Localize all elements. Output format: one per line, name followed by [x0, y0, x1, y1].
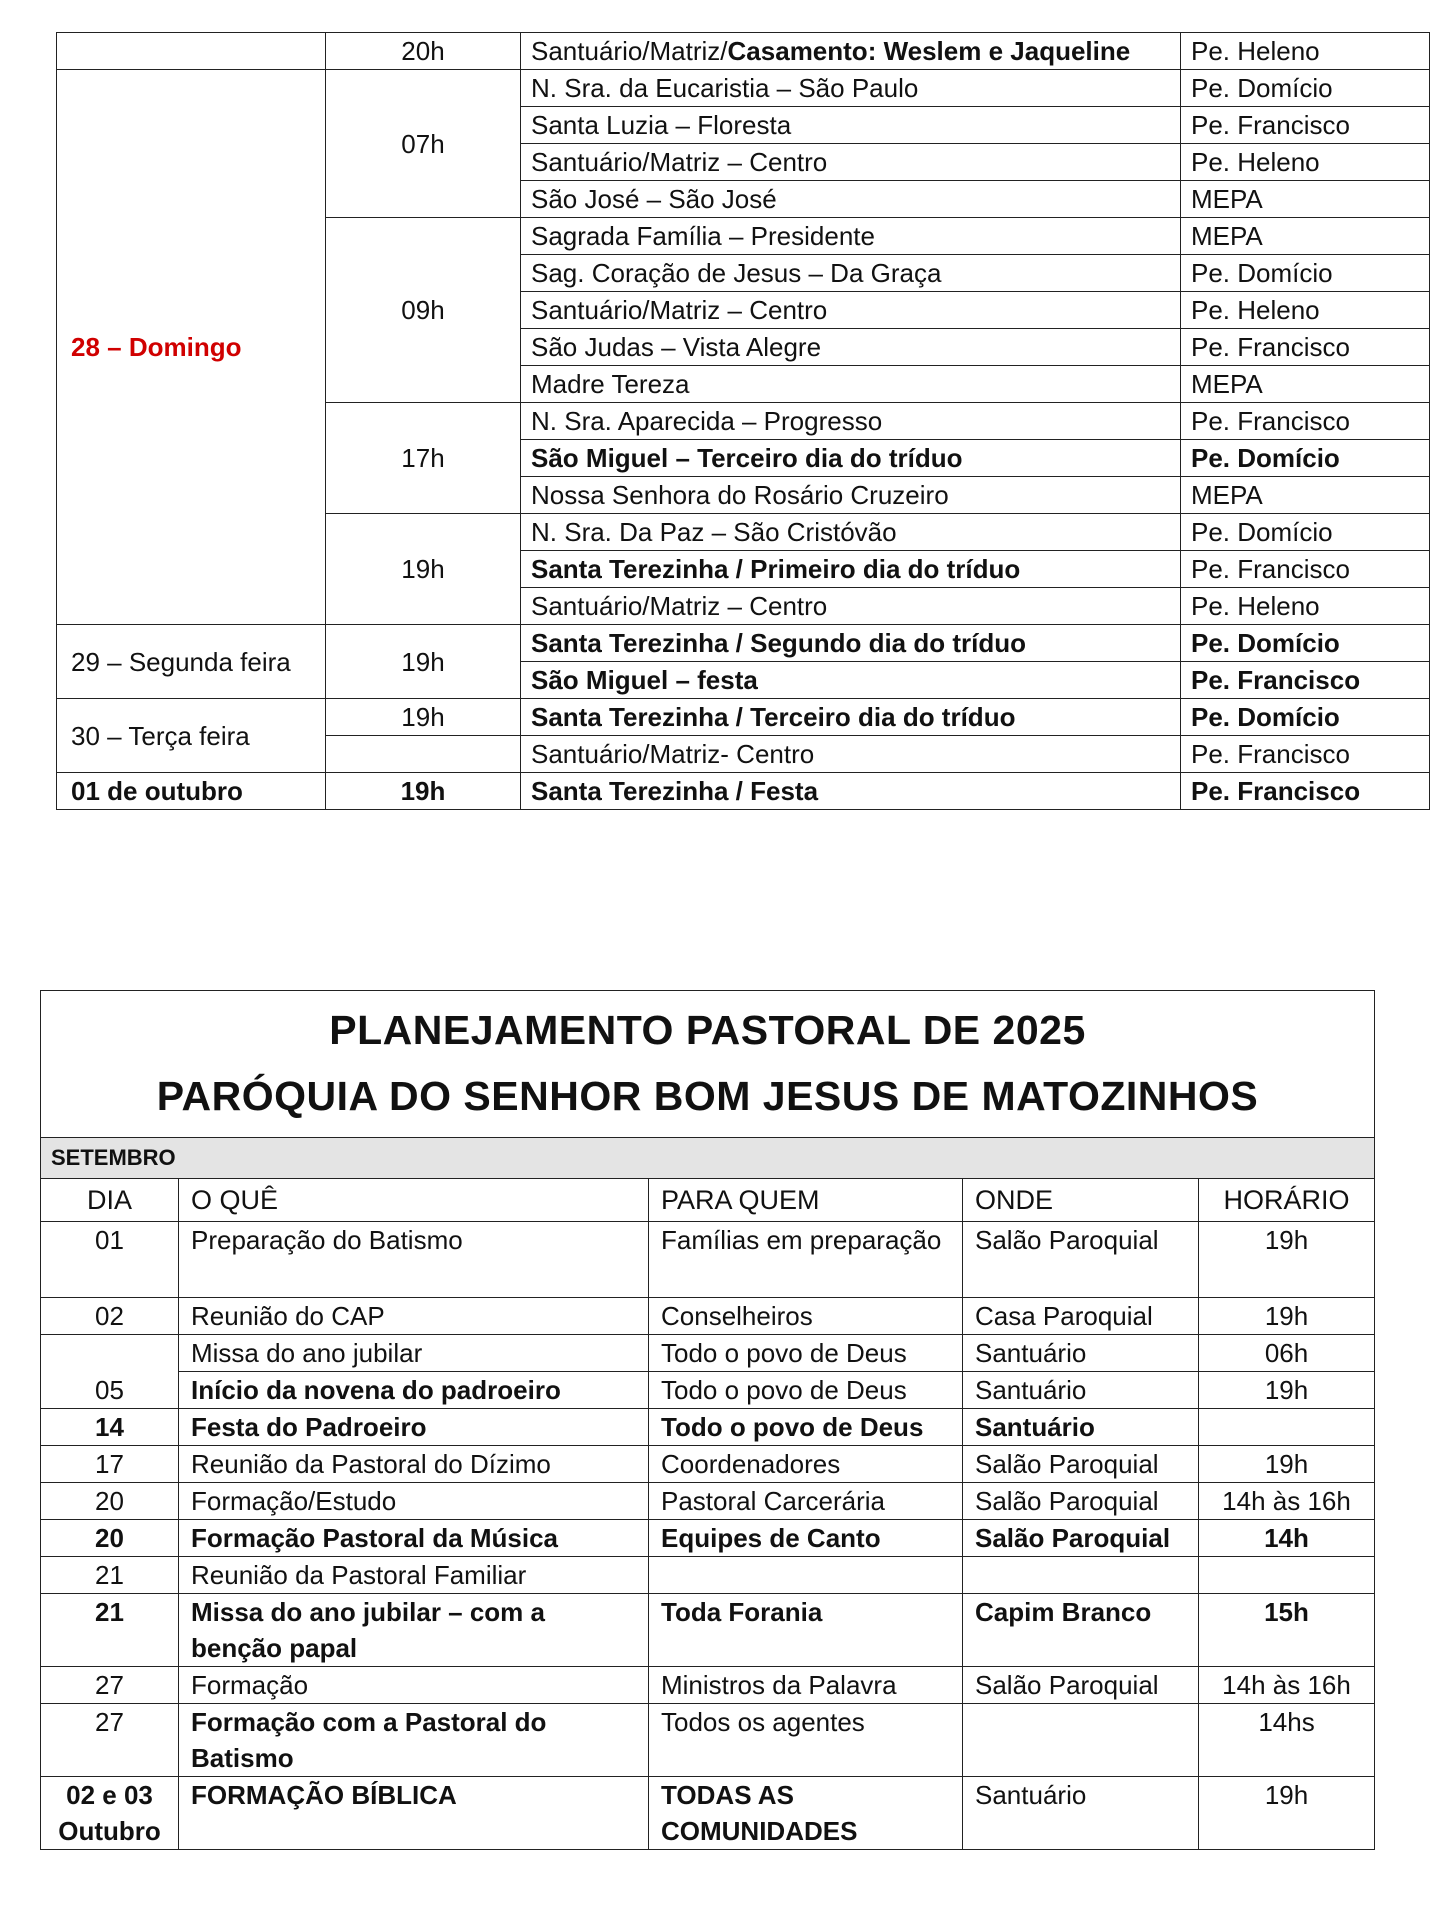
place-cell: N. Sra. Da Paz – São Cristóvão [521, 514, 1181, 551]
priest-cell: Pe. Domício [1181, 625, 1430, 662]
col-header-who: PARA QUEM [649, 1179, 963, 1222]
what-cell: Formação Pastoral da Música [179, 1520, 649, 1557]
where-cell [963, 1557, 1199, 1594]
time-cell: 19h [1199, 1446, 1375, 1483]
table-row [41, 1446, 1375, 1483]
time-cell [326, 736, 521, 773]
priest-cell: Pe. Domício [1181, 440, 1430, 477]
time-cell: 07h [326, 70, 521, 218]
day-cell: 01 de outubro [57, 773, 326, 810]
where-cell: Salão Paroquial [963, 1667, 1199, 1704]
place-cell: São José – São José [521, 181, 1181, 218]
table-row [57, 773, 1430, 810]
priest-cell: Pe. Heleno [1181, 588, 1430, 625]
priest-cell: Pe. Francisco [1181, 107, 1430, 144]
place-cell: Madre Tereza [521, 366, 1181, 403]
table-row [41, 1222, 1375, 1298]
place-cell: Santuário/Matriz – Centro [521, 144, 1181, 181]
who-cell: Pastoral Carcerária [649, 1483, 963, 1520]
day-cell: 27 [41, 1667, 179, 1704]
time-cell: 15h [1199, 1594, 1375, 1667]
col-header-where: ONDE [963, 1179, 1199, 1222]
day-cell: 02 e 03 Outubro [41, 1777, 179, 1850]
priest-cell: MEPA [1181, 366, 1430, 403]
priest-cell: Pe. Francisco [1181, 736, 1430, 773]
table-row [57, 699, 1430, 736]
who-cell: Ministros da Palavra [649, 1667, 963, 1704]
place-cell: Santuário/Matriz – Centro [521, 292, 1181, 329]
place-cell: N. Sra. Aparecida – Progresso [521, 403, 1181, 440]
priest-cell: MEPA [1181, 218, 1430, 255]
day-cell: 29 – Segunda feira [57, 625, 326, 699]
day-cell: 21 [41, 1594, 179, 1667]
where-cell: Salão Paroquial [963, 1483, 1199, 1520]
priest-cell: Pe. Francisco [1181, 662, 1430, 699]
where-cell: Salão Paroquial [963, 1222, 1199, 1298]
place-cell: Sag. Coração de Jesus – Da Graça [521, 255, 1181, 292]
who-cell: Famílias em preparação [649, 1222, 963, 1298]
what-cell: Formação/Estudo [179, 1483, 649, 1520]
where-cell: Casa Paroquial [963, 1298, 1199, 1335]
what-cell: Reunião da Pastoral do Dízimo [179, 1446, 649, 1483]
what-cell: FORMAÇÃO BÍBLICA [179, 1777, 649, 1850]
priest-cell: Pe. Francisco [1181, 551, 1430, 588]
table-row [41, 1372, 1375, 1409]
where-cell: Salão Paroquial [963, 1520, 1199, 1557]
who-cell: Todo o povo de Deus [649, 1372, 963, 1409]
place-cell: Santuário/Matriz – Centro [521, 588, 1181, 625]
place-cell: Santa Luzia – Floresta [521, 107, 1181, 144]
what-cell: Reunião da Pastoral Familiar [179, 1557, 649, 1594]
day-cell: 20 [41, 1483, 179, 1520]
table-row [41, 1667, 1375, 1704]
priest-cell: Pe. Heleno [1181, 144, 1430, 181]
where-cell: Salão Paroquial [963, 1446, 1199, 1483]
where-cell: Santuário [963, 1777, 1199, 1850]
time-cell: 19h [326, 625, 521, 699]
day-cell: 02 [41, 1298, 179, 1335]
what-cell: Preparação do Batismo [179, 1222, 649, 1298]
day-cell: 14 [41, 1409, 179, 1446]
title-line-2: PARÓQUIA DO SENHOR BOM JESUS DE MATOZINHOS [156, 1073, 1259, 1119]
day-cell: 30 – Terça feira [57, 699, 326, 773]
who-cell: Conselheiros [649, 1298, 963, 1335]
who-cell: Todo o povo de Deus [649, 1335, 963, 1372]
where-cell: Santuário [963, 1372, 1199, 1409]
day-cell: 20 [41, 1520, 179, 1557]
day-cell: 28 – Domingo [57, 70, 326, 625]
place-cell: São Miguel – Terceiro dia do tríduo [521, 440, 1181, 477]
time-cell: 19h [326, 514, 521, 625]
who-cell: Toda Forania [649, 1594, 963, 1667]
place-cell: N. Sra. da Eucaristia – São Paulo [521, 70, 1181, 107]
time-cell [1199, 1557, 1375, 1594]
priest-cell: Pe. Francisco [1181, 329, 1430, 366]
time-cell: 19h [1199, 1222, 1375, 1298]
table-row [57, 70, 1430, 107]
place-cell: Nossa Senhora do Rosário Cruzeiro [521, 477, 1181, 514]
priest-cell: Pe. Francisco [1181, 773, 1430, 810]
who-cell: Coordenadores [649, 1446, 963, 1483]
who-cell: TODAS AS COMUNIDADES [649, 1777, 963, 1850]
mass-schedule-table [56, 32, 1430, 810]
where-cell: Santuário [963, 1409, 1199, 1446]
place-cell: Santa Terezinha / Terceiro dia do tríduo [521, 699, 1181, 736]
place-cell: Santa Terezinha / Festa [521, 773, 1181, 810]
col-header-what: O QUÊ [179, 1179, 649, 1222]
table-row [41, 1298, 1375, 1335]
table-row [57, 33, 1430, 70]
table-row [41, 1335, 1375, 1372]
time-cell: 14h às 16h [1199, 1667, 1375, 1704]
what-cell: Reunião do CAP [179, 1298, 649, 1335]
what-cell: Missa do ano jubilar [179, 1335, 649, 1372]
time-cell: 09h [326, 218, 521, 403]
priest-cell: MEPA [1181, 181, 1430, 218]
time-cell: 06h [1199, 1335, 1375, 1372]
priest-cell: Pe. Heleno [1181, 33, 1430, 70]
what-cell: Missa do ano jubilar – com a benção papal [179, 1594, 649, 1667]
place-cell [521, 33, 1181, 70]
where-cell [963, 1704, 1199, 1777]
table-row [41, 1777, 1375, 1850]
place-cell: Santuário/Matriz- Centro [521, 736, 1181, 773]
time-cell: 19h [1199, 1777, 1375, 1850]
time-cell: 14h [1199, 1520, 1375, 1557]
table-row [41, 1483, 1375, 1520]
header-row [41, 1179, 1375, 1222]
time-cell: 19h [1199, 1298, 1375, 1335]
pastoral-planning-table [40, 990, 1375, 1850]
what-cell: Formação [179, 1667, 649, 1704]
priest-cell: Pe. Domício [1181, 514, 1430, 551]
priest-cell: Pe. Heleno [1181, 292, 1430, 329]
time-cell [1199, 1409, 1375, 1446]
day-cell [57, 33, 326, 70]
time-cell: 19h [326, 699, 521, 736]
what-cell: Formação com a Pastoral do Batismo [179, 1704, 649, 1777]
what-cell: Início da novena do padroeiro [179, 1372, 649, 1409]
table-row [41, 1704, 1375, 1777]
who-cell: Equipes de Canto [649, 1520, 963, 1557]
col-header-time: HORÁRIO [1199, 1179, 1375, 1222]
planning-title [41, 991, 1375, 1138]
who-cell: Todo o povo de Deus [649, 1409, 963, 1446]
time-cell: 19h [1199, 1372, 1375, 1409]
who-cell: Todos os agentes [649, 1704, 963, 1777]
place-cell: São Miguel – festa [521, 662, 1181, 699]
priest-cell: Pe. Domício [1181, 699, 1430, 736]
day-cell: 21 [41, 1557, 179, 1594]
table-row [41, 1409, 1375, 1446]
table-row [57, 625, 1430, 662]
place-cell: Sagrada Família – Presidente [521, 218, 1181, 255]
time-cell: 14h às 16h [1199, 1483, 1375, 1520]
time-cell: 14hs [1199, 1704, 1375, 1777]
day-cell: 17 [41, 1446, 179, 1483]
table-row [41, 1520, 1375, 1557]
title-line-1: PLANEJAMENTO PASTORAL DE 2025 [329, 1007, 1086, 1053]
event-text: Casamento: Weslem e Jaqueline [727, 36, 1131, 66]
col-header-day: DIA [41, 1179, 179, 1222]
place-cell: Santa Terezinha / Segundo dia do tríduo [521, 625, 1181, 662]
priest-cell: Pe. Francisco [1181, 403, 1430, 440]
table-row [41, 1594, 1375, 1667]
place-cell: Santa Terezinha / Primeiro dia do tríduo [521, 551, 1181, 588]
time-cell: 19h [326, 773, 521, 810]
what-cell: Festa do Padroeiro [179, 1409, 649, 1446]
time-cell: 20h [326, 33, 521, 70]
time-cell: 17h [326, 403, 521, 514]
day-cell: 01 [41, 1222, 179, 1298]
place-text: Santuário/Matriz/ [531, 36, 728, 66]
place-cell: São Judas – Vista Alegre [521, 329, 1181, 366]
priest-cell: MEPA [1181, 477, 1430, 514]
priest-cell: Pe. Domício [1181, 70, 1430, 107]
day-cell: 05 [41, 1335, 179, 1409]
table-row [41, 1557, 1375, 1594]
where-cell: Capim Branco [963, 1594, 1199, 1667]
where-cell: Santuário [963, 1335, 1199, 1372]
day-cell: 27 [41, 1704, 179, 1777]
who-cell [649, 1557, 963, 1594]
month-label: SETEMBRO [41, 1138, 1375, 1179]
priest-cell: Pe. Domício [1181, 255, 1430, 292]
